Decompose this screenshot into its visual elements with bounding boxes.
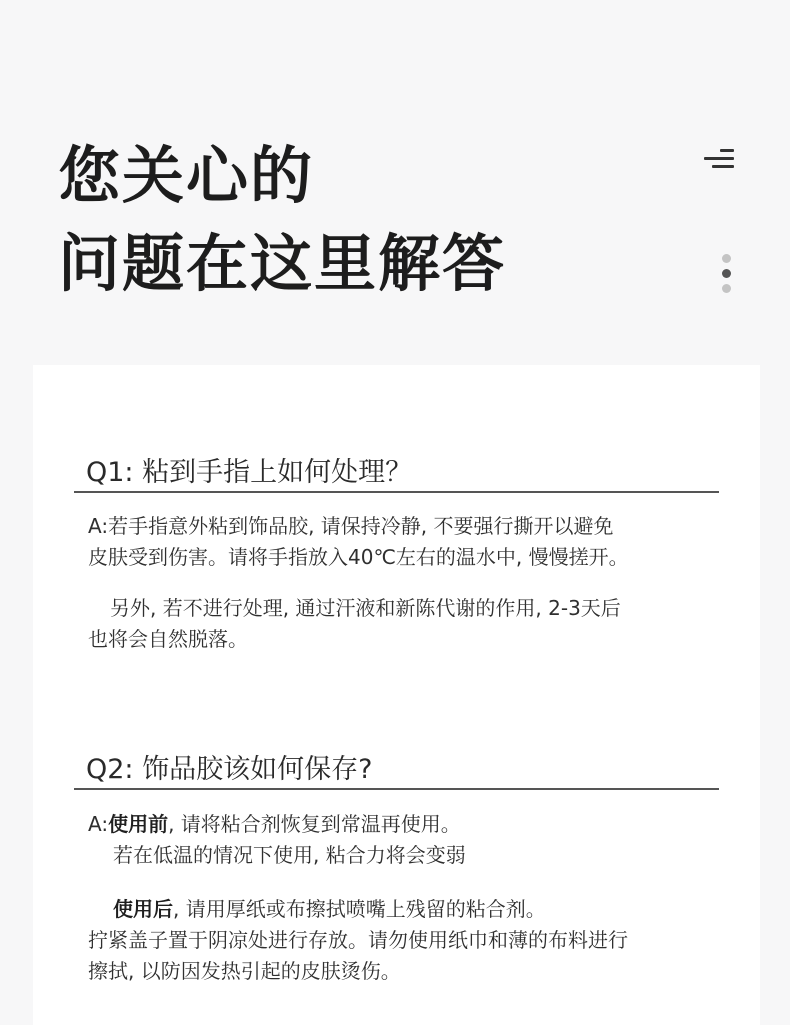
divider	[74, 491, 719, 493]
menu-icon-bar	[712, 165, 734, 168]
page-indicator-dot-active	[722, 269, 731, 278]
divider	[74, 788, 719, 790]
menu-icon-bar	[704, 157, 734, 160]
faq-answer-2-line-4: 拧紧盖子置于阴凉处进行存放。请勿使用纸巾和薄的布料进行	[88, 928, 628, 952]
page-title-line-2: 问题在这里解答	[58, 227, 507, 300]
after-use-text: , 请用厚纸或布擦拭喷嘴上残留的粘合剂。	[173, 897, 546, 921]
before-use-label: 使用前	[108, 812, 169, 836]
page-title-line-1: 您关心的	[58, 139, 315, 212]
faq-answer-1-line-3: 另外, 若不进行处理, 通过汗液和新陈代谢的作用, 2-3天后	[110, 596, 621, 620]
faq-question-1: Q1: 粘到手指上如何处理？	[86, 457, 413, 488]
vertical-dots-icon[interactable]	[722, 254, 732, 296]
faq-answer-1-line-1: A:若手指意外粘到饰品胶, 请保持冷静, 不要强行撕开以避免	[88, 514, 614, 538]
menu-icon-bar	[720, 149, 734, 152]
faq-answer-1-line-4: 也将会自然脱落。	[88, 627, 248, 651]
page-indicator-dot	[722, 254, 731, 263]
page-indicator-dot	[722, 284, 731, 293]
faq-answer-2-line-1	[88, 809, 461, 840]
before-use-text: , 请将粘合剂恢复到常温再使用。	[168, 812, 461, 836]
faq-answer-2-line-3	[113, 894, 546, 925]
faq-answer-2-line-5: 擦拭, 以防因发热引起的皮肤烫伤。	[88, 959, 401, 983]
faq-answer-1-line-2: 皮肤受到伤害。请将手指放入40℃左右的温水中, 慢慢搓开。	[88, 545, 629, 569]
after-use-label: 使用后	[113, 897, 173, 921]
answer-prefix: A:	[88, 812, 109, 836]
menu-lines-icon[interactable]	[700, 147, 734, 171]
faq-answer-2-line-2: 若在低温的情况下使用, 粘合力将会变弱	[113, 843, 466, 867]
faq-question-2: Q2: 饰品胶该如何保存?	[86, 754, 373, 785]
